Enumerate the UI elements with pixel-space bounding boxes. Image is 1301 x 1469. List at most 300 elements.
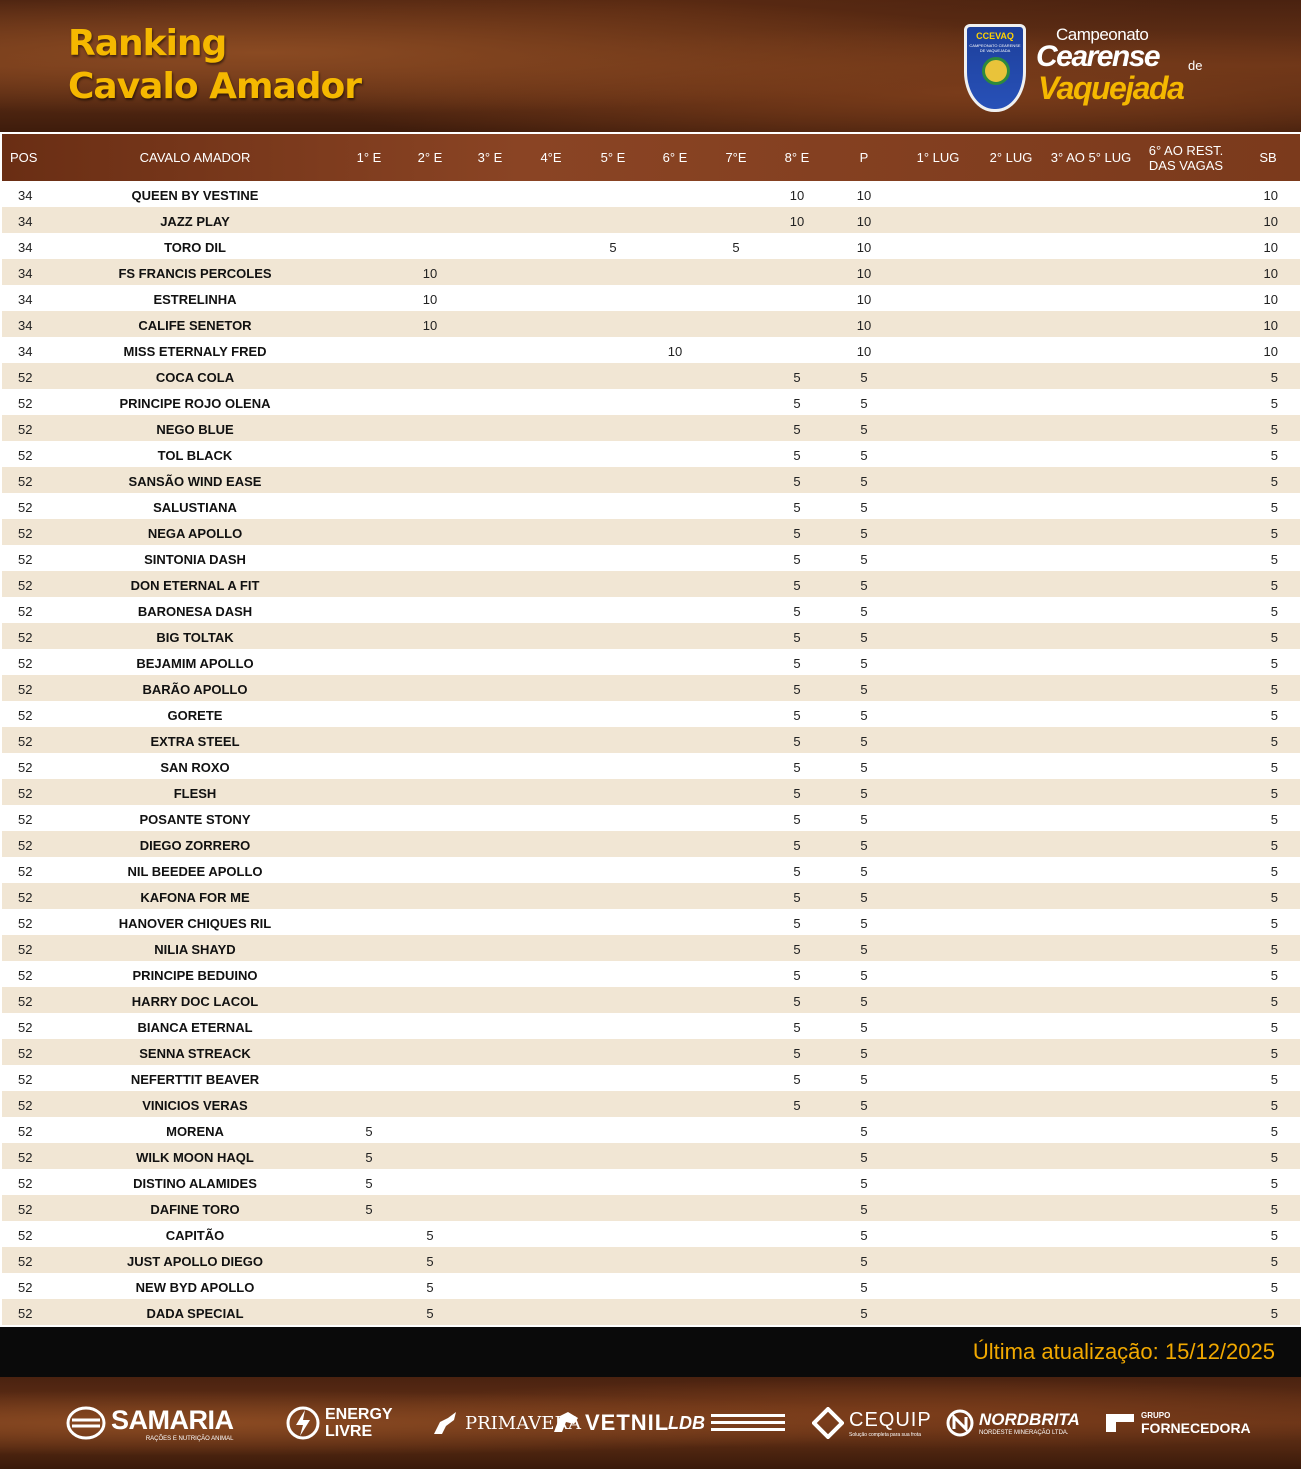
cell-sb: 5	[1270, 1201, 1278, 1217]
cell-e1	[338, 935, 400, 961]
cell-pos: 52	[18, 577, 33, 593]
cell-pos: 52	[18, 1253, 33, 1269]
cell-lug2	[976, 831, 1046, 857]
table-row	[2, 623, 1300, 649]
cell-e6	[644, 649, 706, 675]
cell-lug1	[900, 883, 976, 909]
cell-e3	[460, 1091, 520, 1117]
cell-e3	[460, 831, 520, 857]
cell-e7	[706, 909, 766, 935]
table-row	[2, 1169, 1300, 1195]
cell-e4	[520, 623, 582, 649]
cell-points: 5	[860, 733, 868, 749]
table-row	[2, 363, 1300, 389]
cell-e2	[400, 571, 460, 597]
cell-e3	[460, 415, 520, 441]
cell-lug6-rest	[1136, 1039, 1236, 1065]
cell-lug6-rest	[1136, 1117, 1236, 1143]
cell-e2	[400, 207, 460, 233]
cell-lug6-rest	[1136, 961, 1236, 987]
cell-lug3-5	[1046, 545, 1136, 571]
column-header-e7: 7°E	[725, 150, 747, 165]
cell-horse-name: SANSÃO WIND EASE	[128, 473, 262, 489]
cell-lug6-rest	[1136, 545, 1236, 571]
cell-points: 5	[860, 1175, 868, 1191]
cell-e3	[460, 961, 520, 987]
cell-e8	[766, 285, 828, 311]
cell-e2	[400, 467, 460, 493]
cell-e5	[582, 987, 644, 1013]
cell-e4	[520, 1273, 582, 1299]
cell-horse-name: HANOVER CHIQUES RIL	[118, 915, 272, 931]
table-row	[2, 987, 1300, 1013]
cell-points: 5	[860, 1045, 868, 1061]
cell-pos: 52	[18, 1201, 33, 1217]
cell-lug3-5	[1046, 883, 1136, 909]
cell-lug2	[976, 597, 1046, 623]
cell-lug3-5	[1046, 1247, 1136, 1273]
cell-e5	[582, 1039, 644, 1065]
cell-e3	[460, 519, 520, 545]
sponsor-vetnil	[552, 1377, 669, 1469]
cell-e3	[460, 233, 520, 259]
cell-lug6-rest	[1136, 259, 1236, 285]
cell-lug3-5	[1046, 233, 1136, 259]
cell-lug2	[976, 467, 1046, 493]
table-row	[2, 1117, 1300, 1143]
cell-e2	[400, 1117, 460, 1143]
cell-e3	[460, 1143, 520, 1169]
cell-lug3-5	[1046, 571, 1136, 597]
cell-e2: 5	[426, 1279, 434, 1295]
cell-e7	[706, 831, 766, 857]
cell-e4	[520, 285, 582, 311]
sponsor-name: SAMARIA	[111, 1404, 234, 1435]
cell-e6	[644, 1169, 706, 1195]
cell-pos: 52	[18, 1071, 33, 1087]
cell-e8	[766, 1221, 828, 1247]
cell-e6	[644, 961, 706, 987]
cell-pos: 52	[18, 1305, 33, 1321]
cell-e2	[400, 909, 460, 935]
cell-e7	[706, 649, 766, 675]
column-header-e1: 1° E	[356, 150, 382, 165]
cell-lug6-rest	[1136, 1169, 1236, 1195]
cell-lug3-5	[1046, 1273, 1136, 1299]
cell-lug1	[900, 1195, 976, 1221]
cell-e1	[338, 363, 400, 389]
cell-horse-name: HARRY DOC LACOL	[131, 993, 259, 1009]
cell-e8: 5	[793, 1045, 801, 1061]
cell-e4	[520, 337, 582, 363]
cell-e5	[582, 207, 644, 233]
cell-lug2	[976, 779, 1046, 805]
cell-e4	[520, 883, 582, 909]
cell-e3	[460, 311, 520, 337]
cell-sb: 5	[1270, 1305, 1278, 1321]
cell-pos: 52	[18, 889, 33, 905]
column-header-sb: SB	[1259, 150, 1277, 165]
cell-sb: 5	[1270, 1097, 1278, 1113]
cell-e4	[520, 935, 582, 961]
cell-e3	[460, 779, 520, 805]
cell-points: 5	[860, 811, 868, 827]
cell-lug2	[976, 259, 1046, 285]
cell-lug6-rest	[1136, 1299, 1236, 1325]
cell-lug3-5	[1046, 285, 1136, 311]
column-header-e8: 8° E	[784, 150, 810, 165]
cell-e6	[644, 1247, 706, 1273]
cell-e4	[520, 493, 582, 519]
cell-sb: 5	[1270, 551, 1278, 567]
cell-e6	[644, 909, 706, 935]
cell-e7	[706, 987, 766, 1013]
cell-points: 10	[856, 265, 872, 281]
cell-pos: 52	[18, 759, 33, 775]
cell-e1	[338, 207, 400, 233]
cell-e1	[338, 467, 400, 493]
cell-sb: 5	[1270, 915, 1278, 931]
sponsor-energy-livre	[286, 1377, 405, 1469]
cell-e2	[400, 337, 460, 363]
cell-pos: 52	[18, 811, 33, 827]
horse-icon	[430, 1408, 460, 1438]
cell-points: 5	[860, 551, 868, 567]
cell-e8: 5	[793, 369, 801, 385]
ccevaq-shield-icon	[964, 24, 1026, 112]
cell-horse-name: DIEGO ZORRERO	[139, 837, 251, 853]
cell-lug1	[900, 233, 976, 259]
cell-lug2	[976, 857, 1046, 883]
cell-e6	[644, 363, 706, 389]
cell-horse-name: TORO DIL	[164, 239, 226, 255]
cell-e8	[766, 1143, 828, 1169]
table-row	[2, 1065, 1300, 1091]
cell-pos: 52	[18, 785, 33, 801]
cell-horse-name: NEGA APOLLO	[147, 525, 243, 541]
cell-lug3-5	[1046, 623, 1136, 649]
cell-points: 5	[860, 1123, 868, 1139]
cell-lug3-5	[1046, 727, 1136, 753]
cell-e5	[582, 1169, 644, 1195]
cell-lug6-rest	[1136, 597, 1236, 623]
sponsor-fornecedora	[1104, 1377, 1251, 1469]
cell-sb: 5	[1270, 681, 1278, 697]
cell-e6	[644, 1013, 706, 1039]
cell-sb: 5	[1270, 1071, 1278, 1087]
table-row	[2, 649, 1300, 675]
cell-e6	[644, 675, 706, 701]
cell-e4	[520, 363, 582, 389]
table-row	[2, 1091, 1300, 1117]
cell-e2	[400, 181, 460, 207]
cell-e5	[582, 727, 644, 753]
cell-sb: 5	[1270, 473, 1278, 489]
cell-e5	[582, 1091, 644, 1117]
cell-e3	[460, 909, 520, 935]
cell-lug2	[976, 935, 1046, 961]
cell-e1	[338, 311, 400, 337]
cell-e6	[644, 831, 706, 857]
table-row	[2, 1013, 1300, 1039]
cell-e7	[706, 1117, 766, 1143]
cell-e7	[706, 363, 766, 389]
cell-e4	[520, 831, 582, 857]
cell-lug3-5	[1046, 337, 1136, 363]
cell-e3	[460, 649, 520, 675]
cell-lug3-5	[1046, 493, 1136, 519]
ranking-table	[2, 134, 1300, 1325]
cell-lug1	[900, 1013, 976, 1039]
cell-horse-name: GORETE	[167, 707, 223, 723]
cell-points: 5	[860, 863, 868, 879]
cell-e2	[400, 545, 460, 571]
cell-e6	[644, 415, 706, 441]
column-header-lug1: 1° LUG	[916, 150, 960, 165]
cell-e2	[400, 779, 460, 805]
cell-e6	[644, 181, 706, 207]
cell-lug3-5	[1046, 181, 1136, 207]
cell-horse-name: MORENA	[166, 1123, 224, 1139]
cell-lug2	[976, 1169, 1046, 1195]
cell-lug1	[900, 675, 976, 701]
brand-line-4: Vaquejada	[1038, 70, 1184, 106]
cell-e2	[400, 1169, 460, 1195]
cell-e1	[338, 987, 400, 1013]
cell-e1	[338, 857, 400, 883]
cell-sb: 5	[1270, 1123, 1278, 1139]
cell-e3	[460, 623, 520, 649]
cell-e1	[338, 389, 400, 415]
cell-pos: 52	[18, 915, 33, 931]
cell-e3	[460, 883, 520, 909]
cell-e7	[706, 571, 766, 597]
cell-lug2	[976, 701, 1046, 727]
cell-e4	[520, 1299, 582, 1325]
cell-horse-name: MISS ETERNALY FRED	[123, 343, 267, 359]
cell-e7	[706, 285, 766, 311]
cell-lug2	[976, 1247, 1046, 1273]
table-row	[2, 961, 1300, 987]
cell-e6	[644, 1039, 706, 1065]
cell-e2: 5	[426, 1253, 434, 1269]
cell-lug3-5	[1046, 1013, 1136, 1039]
cell-e7	[706, 467, 766, 493]
cell-sb: 5	[1270, 525, 1278, 541]
cell-lug2	[976, 207, 1046, 233]
table-row	[2, 337, 1300, 363]
cell-lug3-5	[1046, 961, 1136, 987]
cell-e5	[582, 961, 644, 987]
cell-lug3-5	[1046, 311, 1136, 337]
cell-lug6-rest	[1136, 1273, 1236, 1299]
cell-e4	[520, 441, 582, 467]
cell-e3	[460, 675, 520, 701]
cell-lug3-5	[1046, 259, 1136, 285]
cell-pos: 52	[18, 1227, 33, 1243]
last-update-bar	[0, 1327, 1301, 1377]
cell-lug1	[900, 1273, 976, 1299]
cell-pos: 34	[18, 343, 33, 359]
cell-e5	[582, 519, 644, 545]
cell-e3	[460, 1273, 520, 1299]
cell-e3	[460, 571, 520, 597]
cell-e3	[460, 181, 520, 207]
cell-horse-name: VINICIOS VERAS	[142, 1097, 248, 1113]
table-row	[2, 857, 1300, 883]
brand-line-2: Cearense	[1036, 40, 1160, 73]
cell-lug6-rest	[1136, 441, 1236, 467]
cell-lug1	[900, 779, 976, 805]
cell-lug3-5	[1046, 675, 1136, 701]
cell-lug3-5	[1046, 1143, 1136, 1169]
cell-e3	[460, 545, 520, 571]
cell-sb: 5	[1270, 1045, 1278, 1061]
cell-lug1	[900, 805, 976, 831]
cell-e5	[582, 1117, 644, 1143]
cell-lug2	[976, 311, 1046, 337]
cell-e5	[582, 571, 644, 597]
cell-e8: 5	[793, 863, 801, 879]
cell-lug2	[976, 389, 1046, 415]
cell-lug2	[976, 1273, 1046, 1299]
cell-horse-name: ESTRELINHA	[153, 291, 237, 307]
cell-e1	[338, 883, 400, 909]
cell-e6	[644, 233, 706, 259]
header-row	[2, 134, 1300, 181]
cell-lug1	[900, 961, 976, 987]
cell-lug2	[976, 1221, 1046, 1247]
cell-e2	[400, 1065, 460, 1091]
cell-lug3-5	[1046, 1091, 1136, 1117]
cell-pos: 52	[18, 369, 33, 385]
cell-lug3-5	[1046, 363, 1136, 389]
cell-e8	[766, 1117, 828, 1143]
cell-horse-name: POSANTE STONY	[139, 811, 251, 827]
cell-sb: 10	[1263, 317, 1278, 333]
cell-sb: 10	[1263, 213, 1278, 229]
cell-e2	[400, 1013, 460, 1039]
table-row	[2, 181, 1300, 207]
cell-sb: 5	[1270, 837, 1278, 853]
cell-e5	[582, 779, 644, 805]
cell-e5	[582, 1273, 644, 1299]
cell-sb: 5	[1270, 577, 1278, 593]
cell-points: 5	[860, 629, 868, 645]
cell-e8	[766, 233, 828, 259]
cell-lug3-5	[1046, 1169, 1136, 1195]
cell-lug1	[900, 649, 976, 675]
cell-e8: 5	[793, 811, 801, 827]
last-update-text: Última atualização: 15/12/2025	[972, 1339, 1275, 1364]
cell-e5	[582, 935, 644, 961]
table-row	[2, 207, 1300, 233]
cell-sb: 5	[1270, 1279, 1278, 1295]
cell-lug1	[900, 623, 976, 649]
table-row	[2, 441, 1300, 467]
cell-e2	[400, 883, 460, 909]
cell-e8: 5	[793, 1097, 801, 1113]
cell-lug1	[900, 1091, 976, 1117]
cell-lug1	[900, 727, 976, 753]
cell-e5	[582, 389, 644, 415]
cell-e8: 5	[793, 1071, 801, 1087]
cell-e3	[460, 1221, 520, 1247]
cell-e5	[582, 883, 644, 909]
cell-e6	[644, 571, 706, 597]
title-line-2: Cavalo Amador	[68, 66, 361, 107]
emblem-text: CCEVAQ	[976, 31, 1014, 41]
cell-e1	[338, 259, 400, 285]
cell-lug3-5	[1046, 389, 1136, 415]
cell-lug3-5	[1046, 1195, 1136, 1221]
cell-points: 10	[856, 187, 872, 203]
cell-e1: 5	[365, 1149, 373, 1165]
cell-sb: 5	[1270, 967, 1278, 983]
cell-e7	[706, 1273, 766, 1299]
cell-e2	[400, 1143, 460, 1169]
seal-icon	[982, 57, 1010, 85]
cell-e4	[520, 1039, 582, 1065]
sponsor-pre: GRUPO	[1141, 1410, 1171, 1420]
cell-e1	[338, 597, 400, 623]
table-row	[2, 1247, 1300, 1273]
cell-horse-name: BIANCA ETERNAL	[137, 1019, 253, 1035]
sponsor-nordbrita	[946, 1377, 1080, 1469]
cell-lug2	[976, 1013, 1046, 1039]
cell-lug3-5	[1046, 1065, 1136, 1091]
cell-lug3-5	[1046, 1221, 1136, 1247]
cell-e5	[582, 337, 644, 363]
cell-e6	[644, 753, 706, 779]
cell-pos: 34	[18, 239, 33, 255]
cell-e5	[582, 1299, 644, 1325]
cell-sb: 5	[1270, 993, 1278, 1009]
table-row	[2, 727, 1300, 753]
cell-e2	[400, 831, 460, 857]
cell-e5	[582, 545, 644, 571]
cell-e2	[400, 857, 460, 883]
cell-lug2	[976, 805, 1046, 831]
cell-e7	[706, 753, 766, 779]
cell-e4	[520, 571, 582, 597]
cell-e5	[582, 597, 644, 623]
table-row	[2, 311, 1300, 337]
cell-sb: 5	[1270, 1227, 1278, 1243]
cell-lug2	[976, 337, 1046, 363]
cell-e6	[644, 545, 706, 571]
cell-lug2	[976, 909, 1046, 935]
cell-e7	[706, 181, 766, 207]
cell-e8: 5	[793, 655, 801, 671]
cell-e7	[706, 883, 766, 909]
cell-e1	[338, 909, 400, 935]
cell-e8: 5	[793, 525, 801, 541]
cell-points: 5	[860, 837, 868, 853]
cell-e3	[460, 1117, 520, 1143]
cell-e5	[582, 909, 644, 935]
cell-e7	[706, 519, 766, 545]
cell-e5	[582, 753, 644, 779]
cell-points: 5	[860, 369, 868, 385]
cell-horse-name: DISTINO ALAMIDES	[133, 1175, 257, 1191]
cell-lug3-5	[1046, 1117, 1136, 1143]
cell-e8	[766, 1247, 828, 1273]
cell-e7	[706, 1195, 766, 1221]
table-row	[2, 571, 1300, 597]
cell-sb: 10	[1263, 291, 1278, 307]
cell-lug6-rest	[1136, 857, 1236, 883]
